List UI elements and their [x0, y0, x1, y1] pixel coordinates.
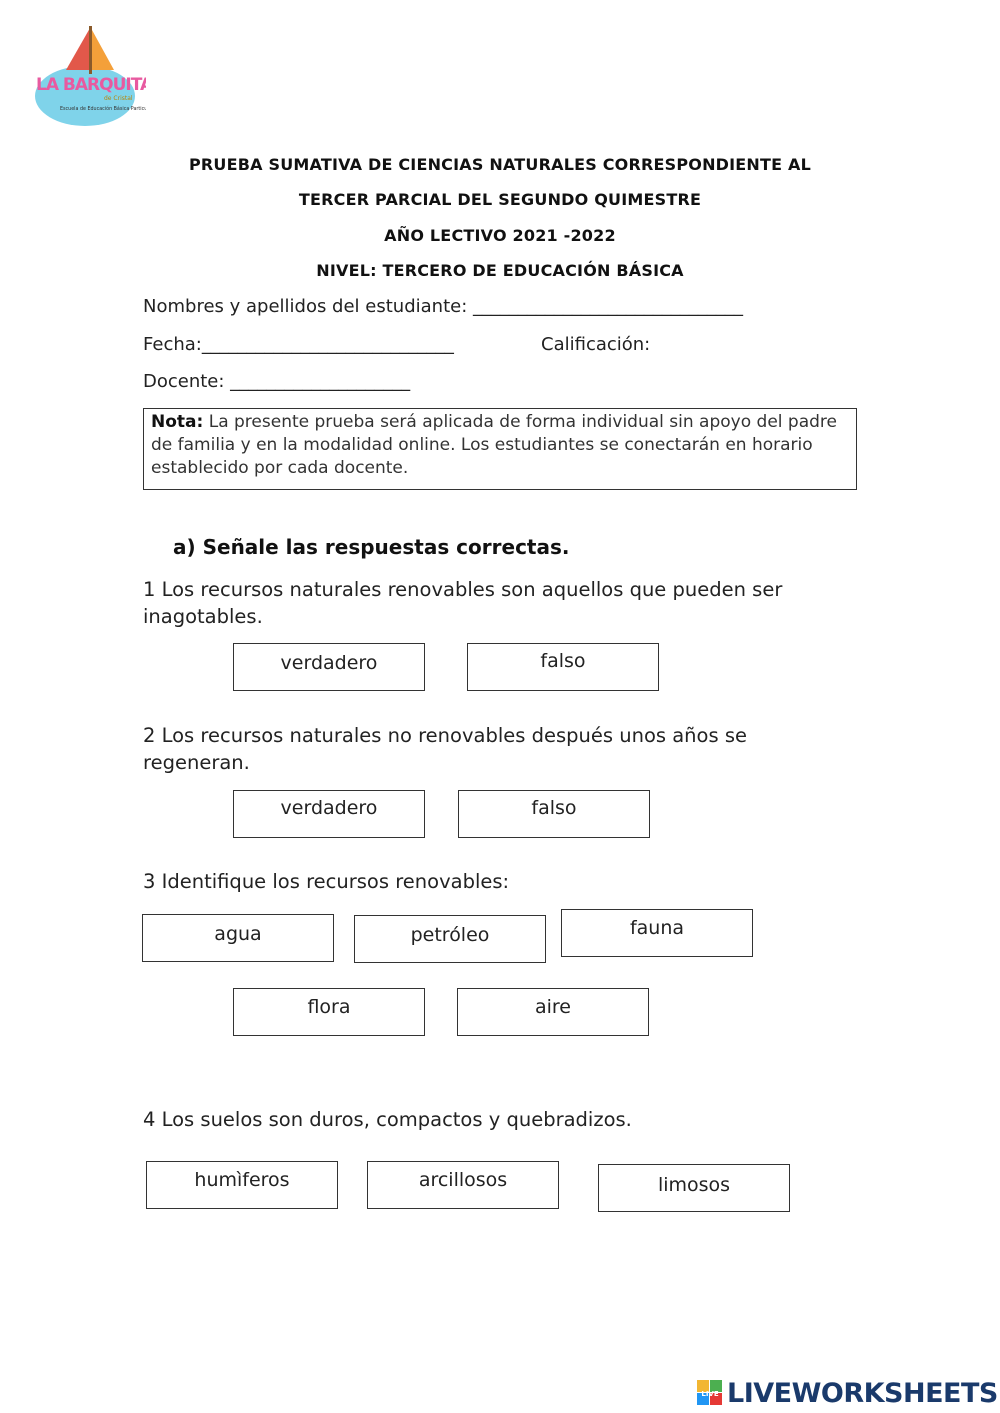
- header-line-1: PRUEBA SUMATIVA DE CIENCIAS NATURALES CORRESPONDIENTE AL: [188, 155, 812, 174]
- liveworksheets-logo: [697, 1376, 998, 1410]
- question-4: 4 Los suelos son duros, compactos y quebradizos.: [143, 1108, 632, 1131]
- school-logo: [30, 22, 146, 130]
- q3-option-fauna[interactable]: fauna: [561, 909, 753, 957]
- q2-option-verdadero[interactable]: verdadero: [233, 790, 425, 838]
- q1-option-verdadero[interactable]: verdadero: [233, 643, 425, 691]
- header-line-3: AÑO LECTIVO 2021 -2022: [384, 226, 616, 245]
- logo-sail-left: [66, 28, 90, 70]
- nota-box: [143, 408, 857, 490]
- logo-tagline: de Cristal: [104, 95, 133, 102]
- q3-option-agua[interactable]: agua: [142, 914, 334, 962]
- q4-option-arcillosos[interactable]: arcillosos: [367, 1161, 559, 1209]
- calificacion-field: Calificación:: [541, 334, 651, 355]
- section-heading: a) Señale las respuestas correctas.: [173, 535, 570, 559]
- q4-option-humiferos[interactable]: humìferos: [146, 1161, 338, 1209]
- nota-label: Nota:: [151, 412, 204, 432]
- badge-text: LIVE: [701, 1390, 719, 1398]
- logo-wordmark: LA BARQUITA: [36, 75, 146, 95]
- q4-option-limosos[interactable]: limosos: [598, 1164, 790, 1212]
- q1-option-falso[interactable]: falso: [467, 643, 659, 691]
- q3-option-aire[interactable]: aire: [457, 988, 649, 1036]
- fecha-field: Fecha:____________________________: [143, 334, 454, 355]
- student-name-field: Nombres y apellidos del estudiante: ______________________________: [143, 296, 743, 317]
- logo-subtitle: Escuela de Educación Básica Particular: [60, 107, 146, 112]
- logo-sail-right: [92, 30, 114, 70]
- question-1: 1 Los recursos naturales renovables son aquellos que pueden ser inagotables.: [143, 578, 783, 628]
- question-2: 2 Los recursos naturales no renovables después unos años se regeneran.: [143, 724, 747, 774]
- liveworksheets-badge-icon: [697, 1380, 723, 1406]
- q2-option-falso[interactable]: falso: [458, 790, 650, 838]
- docente-field: Docente: ____________________: [143, 371, 411, 392]
- header-line-4: NIVEL: TERCERO DE EDUCACIÓN BÁSICA: [316, 261, 684, 280]
- q3-option-flora[interactable]: flora: [233, 988, 425, 1036]
- question-3: 3 Identifique los recursos renovables:: [143, 870, 510, 893]
- liveworksheets-wordmark: LIVEWORKSHEETS: [727, 1377, 998, 1409]
- header-line-2: TERCER PARCIAL DEL SEGUNDO QUIMESTRE: [298, 190, 702, 209]
- q3-option-petroleo[interactable]: petróleo: [354, 915, 546, 963]
- nota-text: La presente prueba será aplicada de forma individual sin apoyo del padre de familia y en la modalidad online. Los estudiantes se conectarán en horario establecido por cada docente.: [151, 412, 837, 478]
